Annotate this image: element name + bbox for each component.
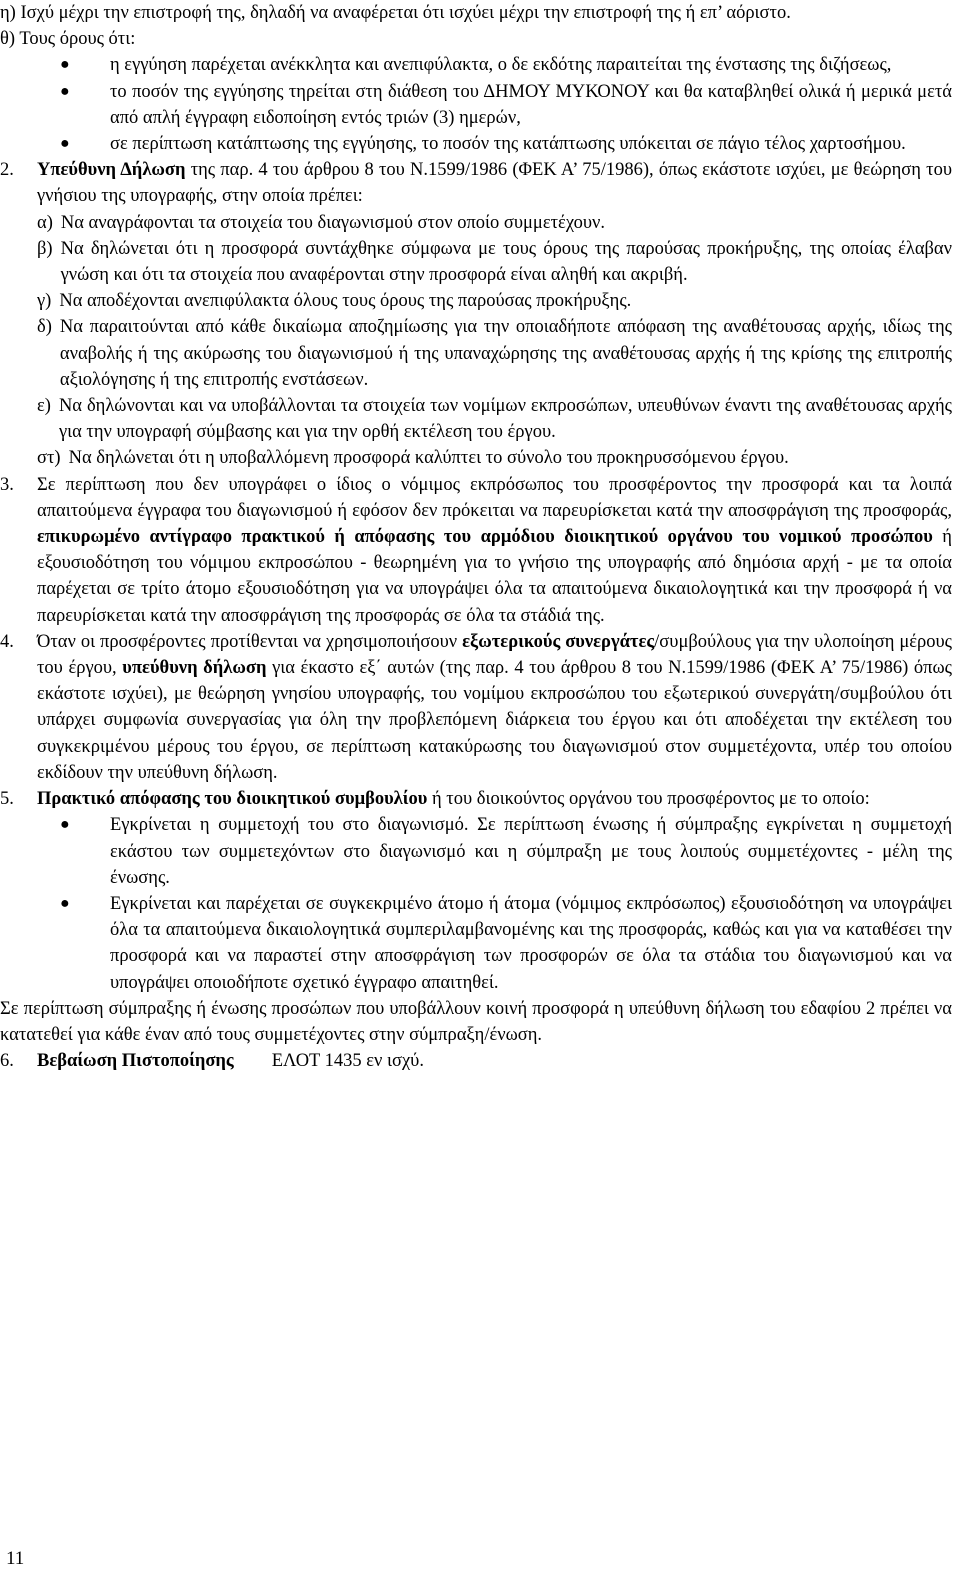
item-6-text xyxy=(37,1048,952,1074)
item-number: 6. xyxy=(0,1051,14,1072)
item-number: 5. xyxy=(0,789,14,810)
item-number: 2. xyxy=(0,160,14,181)
sub-text: Να αποδέχονται ανεπιφύλακτα όλους τους όρους της παρούσας προκήρυξης. xyxy=(59,291,632,312)
item-4-body-mid: /συμβούλους για την υλοποίηση μέρους του έργου, xyxy=(37,631,952,679)
sub-text: Να παραιτούνται από κάθε δικαίωμα αποζημίωσης για την οποιαδήποτε απόφαση της αναθέτουσας αρχής, ιδίως της αναβολής ή της ακύρωσης του διαγωνισμού ή της υπαναχώρησης της αναθέτουσας αρχής ή της κρίσης της επιτροπής αξιολόγησης ή της επιτροπής ενστάσεων. xyxy=(59,317,952,390)
item-2-title: Υπεύθυνη Δήλωση xyxy=(37,160,186,181)
sub-text: Να δηλώνεται ότι η προσφορά συντάχθηκε σύμφωνα με τους όρους της παρούσας προκήρυξης, της οποίας έλαβαν γνώση και ότι τα στοιχεία που αναφέρονται στην προσφορά είναι αληθή και ακριβή. xyxy=(60,238,952,286)
section-th-bullet xyxy=(0,131,952,157)
sub-label: γ) xyxy=(37,291,52,312)
item-number: 4. xyxy=(0,631,14,652)
sub-label: στ) xyxy=(37,448,61,469)
bullet-text: το ποσόν της εγγύησης τηρείται στη διάθεση του ΔΗΜΟΥ ΜΥΚΟΝΟΥ και θα καταβληθεί ολικά ή μερικά μετά από απλή έγγραφη ειδοποίηση εντός τριών (3) ημερών, xyxy=(110,81,952,128)
sub-text: Να αναγράφονται τα στοιχεία του διαγωνισμού στον οποίο συμμετέχουν. xyxy=(60,212,606,233)
section-th xyxy=(0,26,952,52)
sub-label: β) xyxy=(37,238,53,259)
section-h-text: Ισχύ μέχρι την επιστροφή της, δηλαδή να αναφέρεται ότι ισχύει μέχρι την επιστροφή της ή επ’ αόριστο. xyxy=(20,3,791,23)
item-4-text xyxy=(37,629,952,786)
item-4-bold-1: εξωτερικούς συνεργάτες xyxy=(462,631,655,652)
item-5-bullet xyxy=(0,891,952,996)
sub-label: α) xyxy=(37,212,53,233)
item-2-sub xyxy=(0,288,952,314)
sub-text: Να δηλώνεται ότι η υποβαλλόμενη προσφορά καλύπτει το σύνολο του προκηρυσσόμενου έργου. xyxy=(68,448,789,469)
item-4-body-end: για έκαστο εξ΄ αυτών (της παρ. 4 του άρθρου 8 του Ν.1599/1986 (ΦΕΚ Α’ 75/1986) όπως εκάστοτε ισχύει), με θεώρηση γνησίου υπογραφής, του νομίμου εκπροσώπου του εξωτερικού συνεργάτη/συμβούλου ότι υπάρχει συμφωνία συνεργασίας για όλη την προβλεπόμενη διάρκεια του έργου και ότι αποδέχεται την εκτέλεση του συγκεκριμένου μέρους του έργου, σε περίπτωση κατακύρωσης του διαγωνισμού στον συμμετέχοντα, υπέρ του οποίου εκδίδουν την υπεύθυνη δήλωση. xyxy=(37,658,953,783)
item-2-sub xyxy=(0,210,952,236)
bullet-icon: ● xyxy=(60,135,70,153)
item-2-sub xyxy=(0,445,952,471)
section-h xyxy=(0,0,952,26)
item-4-bold-2: υπεύθυνη δήλωση xyxy=(122,658,267,679)
page-number: 11 xyxy=(6,1548,25,1569)
item-6 xyxy=(0,1048,952,1074)
sub-label: ε) xyxy=(37,396,51,417)
item-5-body: ή του διοικούντος οργάνου του προσφέροντος με το οποίο: xyxy=(427,789,870,810)
item-4-body-start: Όταν οι προσφέροντες προτίθενται να χρησιμοποιήσουν xyxy=(37,631,463,652)
bullet-icon: ● xyxy=(60,56,70,74)
item-5-after-paragraph: Σε περίπτωση σύμπραξης ή ένωσης προσώπων που υποβάλλουν κοινή προσφορά η υπεύθυνη δήλωση του εδαφίου 2 πρέπει να κατατεθεί για κάθε έναν από τους συμμετέχοντες στην σύμπραξη/ένωση. xyxy=(0,998,952,1045)
bullet-text: Εγκρίνεται η συμμετοχή του στο διαγωνισμό. Σε περίπτωση ένωσης ή σύμπραξης εγκρίνεται η συμμετοχή εκάστου των συμμετεχόντων στο διαγωνισμό και η σύμπραξη με τους λοιπούς συμμετέχοντες - μέλη της ένωσης. xyxy=(110,815,952,888)
item-5-bullet xyxy=(0,812,952,891)
item-2-sub xyxy=(0,236,952,288)
section-th-label: θ) xyxy=(0,29,16,50)
item-number: 3. xyxy=(0,474,14,495)
item-3-text xyxy=(37,472,952,629)
item-5-text xyxy=(37,786,952,812)
item-4 xyxy=(0,629,952,786)
sub-label: δ) xyxy=(37,317,52,338)
bullet-icon: ● xyxy=(60,816,70,834)
item-5-title: Πρακτικό απόφασης του διοικητικού συμβουλίου xyxy=(37,789,428,810)
section-th-bullet xyxy=(0,52,952,78)
section-h-label: η) xyxy=(0,3,16,23)
item-2 xyxy=(0,157,952,209)
item-3-bold: επικυρωμένο αντίγραφο πρακτικού ή απόφασης του αρμόδιου διοικητικού οργάνου του νομικού προσώπου xyxy=(37,527,933,548)
item-5 xyxy=(0,786,952,812)
item-2-text xyxy=(37,157,952,209)
bullet-icon: ● xyxy=(60,82,70,100)
sub-text: Να δηλώνονται και να υποβάλλονται τα στοιχεία των νομίμων εκπροσώπων, υπευθύνων έναντι της αναθέτουσας αρχής για την υπογραφή σύμβασης και για την ορθή εκτέλεση του έργου. xyxy=(58,396,952,443)
bullet-text: η εγγύηση παρέχεται ανέκκλητα και ανεπιφύλακτα, ο δε εκδότης παραιτείται της ένστασης της διζήσεως, xyxy=(110,55,892,76)
bullet-icon: ● xyxy=(60,894,70,912)
item-3-body-start: Σε περίπτωση που δεν υπογράφει ο ίδιος ο νόμιμος εκπρόσωπος του προσφέροντος την προσφορά και τα λοιπά απαιτούμενα έγγραφα του διαγωνισμού ή εφόσον δεν πρόκειται να παρευρίσκεται κατά την αποσφράγιση της προσφοράς, xyxy=(37,474,952,521)
item-2-sub xyxy=(0,393,952,445)
bullet-text: Εγκρίνεται και παρέχεται σε συγκεκριμένο άτομο ή άτομα (νόμιμος εκπρόσωπος) εξουσιοδότηση να υπογράψει όλα τα απαιτούμενα δικαιολογητικά συμπεριλαμβανομένης και της προσφοράς, καθώς και για να καταθέσει την προσφορά και να παραστεί στην αποσφράγιση των προσφορών σε όλα τα στάδια του διαγωνισμού και να υπογράψει οποιοδήποτε σχετικό έγγραφο απαιτηθεί. xyxy=(110,893,952,993)
section-th-bullet xyxy=(0,79,952,131)
item-2-sub xyxy=(0,314,952,393)
item-3-body-end: ή εξουσιοδότηση του νόμιμου εκπροσώπου - θεωρημένη για το γνήσιο της υπογραφής από δημόσια αρχή - με τα οποία παρέχεται σε τρίτο άτομο εξουσιοδότηση για να υπογράψει όλα τα απαιτούμενα δικαιολογητικά και την προσφορά ή να παρευρίσκεται κατά την αποσφράγιση της προσφοράς σε όλα τα στάδιά της. xyxy=(37,527,952,626)
item-2-body: της παρ. 4 του άρθρου 8 του Ν.1599/1986 (ΦΕΚ Α’ 75/1986), όπως εκάστοτε ισχύει, με θεώρηση του γνήσιου της υπογραφής, στην οποία πρέπει: xyxy=(37,160,952,207)
item-6-title: Βεβαίωση Πιστοποίησης xyxy=(37,1051,234,1072)
bullet-text: σε περίπτωση κατάπτωσης της εγγύησης, το ποσόν της κατάπτωσης υπόκειται σε πάγιο τέλος χαρτοσήμου. xyxy=(110,134,906,155)
item-3 xyxy=(0,472,952,629)
item-6-body: ΕΛΟΤ 1435 εν ισχύ. xyxy=(271,1051,424,1072)
section-th-text: Τους όρους ότι: xyxy=(19,29,136,50)
